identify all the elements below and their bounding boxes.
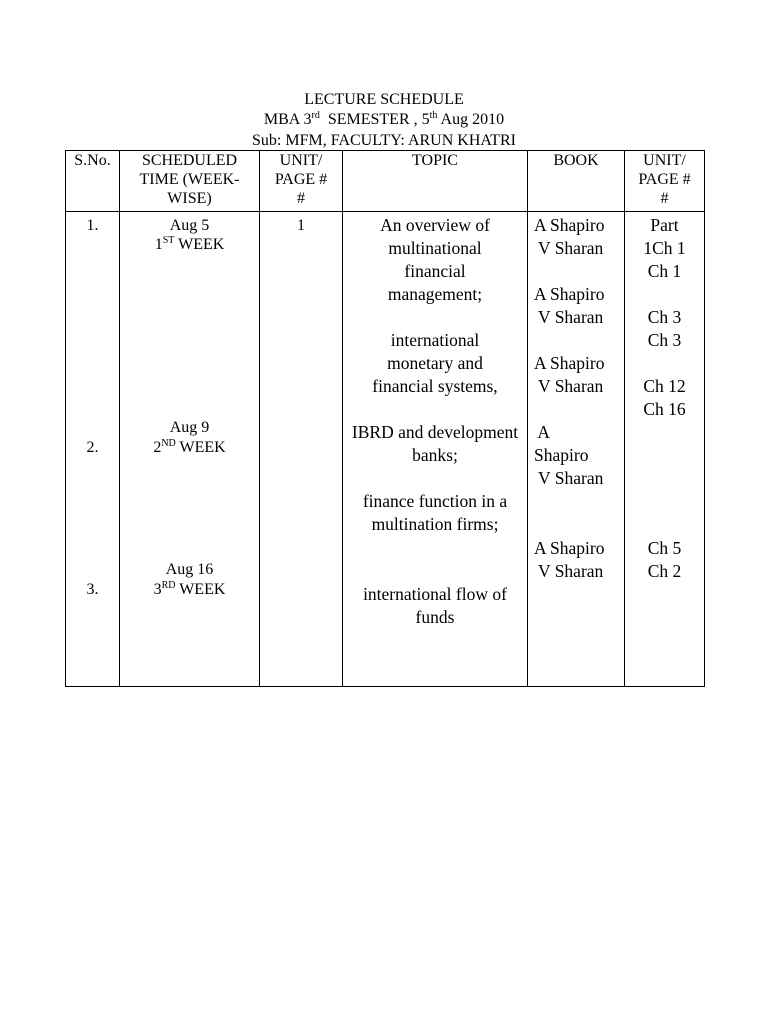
table-row — [66, 212, 705, 687]
unit2-2: 1Ch 1 — [643, 238, 686, 258]
book-cell — [528, 212, 625, 687]
week1-label: 1ST WEEK — [154, 235, 225, 253]
topic-2: international monetary and financial systems, — [372, 330, 498, 396]
week1-date: Aug 5 — [169, 217, 210, 234]
unit2-5: Ch 3 — [647, 330, 682, 350]
unit2-cell — [625, 212, 705, 687]
unit2-1: Part — [650, 215, 679, 235]
subject-faculty-line: Sub: MFM, FACULTY: ARUN KHATRI — [252, 132, 516, 149]
topic-1: An overview of multinational financial management; — [380, 215, 490, 304]
unit-cell — [260, 212, 343, 687]
col-header-unit2: UNIT/ PAGE # # — [625, 151, 705, 212]
sno-1: 1. — [86, 217, 99, 234]
topic-4: finance function in a multination firms; — [362, 491, 508, 534]
book-8: Shapiro — [534, 445, 589, 465]
unit2-8: Ch 5 — [647, 538, 682, 558]
book-1: A Shapiro — [534, 215, 605, 235]
week3-label: 3RD WEEK — [153, 580, 226, 598]
week2-label: 2ND WEEK — [153, 438, 226, 456]
book-9: V Sharan — [534, 468, 604, 488]
topic-3: IBRD and development banks; — [351, 422, 519, 465]
col-header-time: SCHEDULED TIME (WEEK-WISE) — [120, 151, 260, 212]
col-header-sno: S.No. — [66, 151, 120, 212]
book-11: V Sharan — [538, 561, 604, 581]
col-header-book: BOOK — [528, 151, 625, 212]
semester-line: MBA 3rd SEMESTER , 5th Aug 2010 — [263, 110, 505, 128]
table-header-row — [66, 151, 705, 212]
book-5: A Shapiro — [534, 353, 605, 373]
topic-5: international flow of funds — [363, 584, 507, 627]
unit-value: 1 — [297, 217, 305, 234]
book-2: V Sharan — [538, 238, 604, 258]
book-6: V Sharan — [538, 376, 604, 396]
time-cell — [120, 212, 260, 687]
book-4: V Sharan — [538, 307, 604, 327]
book-10: A Shapiro — [534, 538, 605, 558]
lecture-schedule-table — [65, 150, 705, 687]
unit2-3: Ch 1 — [647, 261, 682, 281]
col-header-unit: UNIT/ PAGE # # — [260, 151, 343, 212]
col-header-topic: TOPIC — [343, 151, 528, 212]
book-3: A Shapiro — [534, 284, 605, 304]
topic-cell — [343, 212, 528, 687]
sno-cell — [66, 212, 120, 687]
unit2-6: Ch 12 — [643, 376, 686, 396]
unit2-7: Ch 16 — [643, 399, 686, 419]
sno-3: 3. — [86, 581, 99, 598]
book-7: A — [534, 422, 551, 442]
unit2-9: Ch 2 — [647, 561, 682, 581]
unit2-4: Ch 3 — [647, 307, 682, 327]
sno-2: 2. — [86, 439, 99, 456]
week3-date: Aug 16 — [165, 561, 214, 578]
schedule-title: LECTURE SCHEDULE — [304, 91, 464, 108]
week2-date: Aug 9 — [169, 419, 210, 436]
